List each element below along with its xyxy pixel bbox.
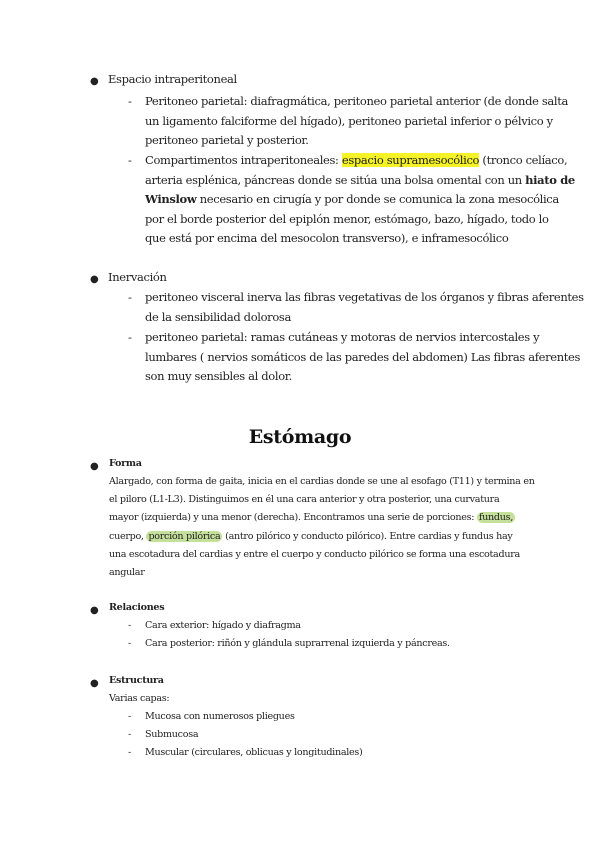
dash-icon: - (128, 153, 132, 167)
text-line: por el borde posterior del epiplón menor, estómago, bazo, hígado, todo lo (145, 211, 549, 226)
section-title-forma: Forma (109, 458, 142, 469)
page-heading: Estómago (248, 426, 352, 448)
bullet-icon: ● (90, 76, 99, 87)
list-item-mucosa: Mucosa con numerosos pliegues (145, 711, 295, 722)
section-title-estructura: Estructura (109, 675, 164, 686)
dash-icon: - (128, 711, 131, 722)
text-line: son muy sensibles al dolor. (145, 369, 292, 383)
section-title-espacio-intraperitoneal: Espacio intraperitoneal (108, 72, 237, 86)
dash-icon: - (128, 747, 131, 758)
text-line: un ligamento falciforme del hígado), peritoneo parietal inferior o pélvico y (145, 113, 553, 128)
text-run: arteria esplénica, páncreas donde se sitúa una bolsa omental con un (145, 172, 526, 187)
text-line: lumbares ( nervios somáticos de las paredes del abdomen) Las fibras aferentes (145, 349, 581, 364)
text-line: angular (109, 567, 145, 579)
dash-icon: - (128, 638, 131, 649)
text-line: una escotadura del cardias y entre el cuerpo y conducto pilórico se forma una escotadura (109, 548, 520, 560)
list-item-submucosa: Submucosa (145, 729, 199, 740)
estructura-intro: Varias capas: (109, 693, 170, 704)
section-title-inervacion: Inervación (108, 270, 167, 284)
dash-icon: - (128, 729, 131, 740)
list-item-peritoneo-parietal-inervacion (145, 328, 581, 387)
text-line: peritoneo parietal y posterior. (145, 133, 309, 147)
dash-icon: - (128, 620, 131, 631)
text-run: Compartimentos intraperitoneales: (145, 153, 342, 167)
text-line (145, 151, 568, 171)
bullet-icon: ● (90, 461, 99, 472)
section-title-relaciones: Relaciones (109, 602, 165, 613)
text-run: mayor (izquierda) y una menor (derecha). Encontramos una serie de porciones: (109, 512, 477, 524)
highlight-fundus: fundus, (478, 512, 514, 524)
text-line (109, 528, 529, 546)
bold-winslow: Winslow (145, 192, 197, 206)
highlight-espacio-supramesocolico: espacio supramesocólico (341, 153, 480, 167)
highlight-porcion-pilorica: porción pilórica (148, 530, 221, 542)
text-run: (antro pilórico y conducto pilórico). Entre cardias y fundus hay (222, 530, 513, 542)
text-line: el piloro (L1-L3). Distinguimos en él una cara anterior y otra posterior, una curvatura (109, 494, 500, 506)
text-run: (tronco celíaco, (479, 153, 568, 167)
list-item-peritoneo-visceral (145, 288, 584, 327)
list-item-peritoneo-parietal (145, 92, 569, 151)
dash-icon: - (128, 290, 132, 304)
dash-icon: - (128, 94, 132, 108)
text-line: peritoneo visceral inerva las fibras vegetativas de los órganos y fibras aferentes (145, 290, 584, 304)
text-line (145, 190, 559, 210)
bold-hiato: hiato de (525, 172, 575, 187)
text-run: necesario en cirugía y por donde se comunica la zona mesocólica (196, 192, 559, 206)
list-item-muscular: Muscular (circulares, oblicuas y longitudinales) (145, 747, 363, 758)
text-line (145, 171, 575, 191)
text-run: cuerpo, (109, 530, 147, 542)
list-item-cara-exterior: Cara exterior: hígado y diafragma (145, 620, 301, 631)
bullet-icon: ● (90, 605, 99, 616)
text-line: Peritoneo parietal: diafragmática, peritoneo parietal anterior (de donde salta (145, 94, 569, 108)
list-item-cara-posterior: Cara posterior: riñón y glándula suprarrenal izquierda y páncreas. (145, 638, 450, 649)
bullet-icon: ● (90, 678, 99, 689)
text-line: peritoneo parietal: ramas cutáneas y motoras de nervios intercostales y (145, 330, 540, 344)
list-item-compartimentos (145, 151, 575, 249)
text-line: Alargado, con forma de gaita, inicia en el cardias donde se une al esofago (T11) y termina en (109, 476, 535, 487)
bullet-icon: ● (90, 274, 99, 285)
dash-icon: - (128, 330, 132, 344)
text-line: que está por encima del mesocolon transverso), e inframesocólico (145, 231, 509, 245)
text-line (109, 509, 529, 527)
text-line: de la sensibilidad dolorosa (145, 309, 291, 324)
forma-paragraph (109, 473, 535, 582)
